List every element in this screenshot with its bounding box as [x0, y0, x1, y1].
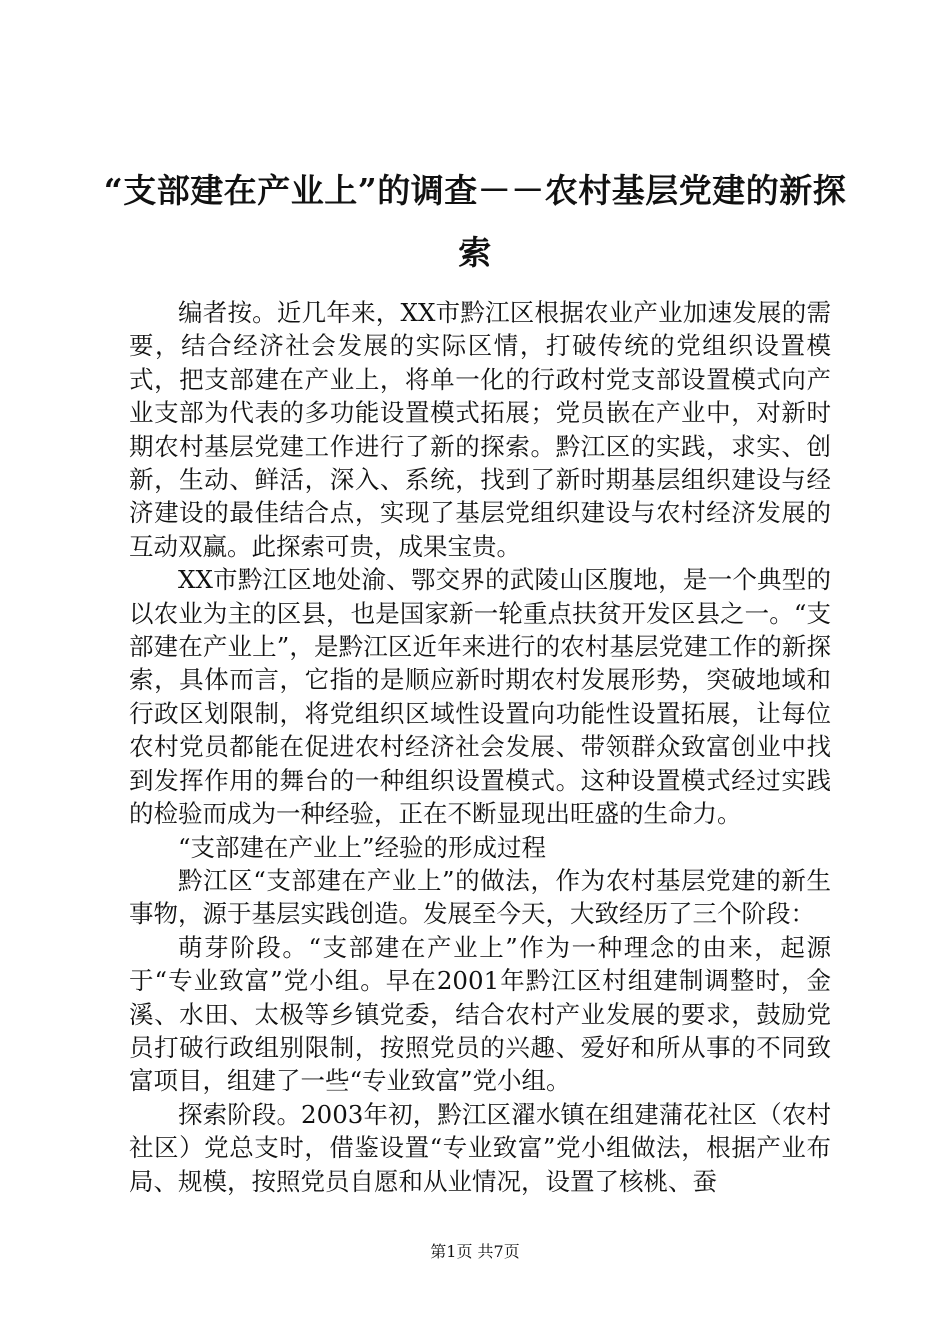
paragraph-origin: 黔江区“支部建在产业上”的做法，作为农村基层党建的新生事物，源于基层实践创造。发展至今天，大致经历了三个阶段： — [129, 865, 831, 929]
document-body — [129, 296, 831, 1198]
paragraph-overview: XX市黔江区地处渝、鄂交界的武陵山区腹地，是一个典型的以农业为主的区县，也是国家新一轮重点扶贫开发区县之一。“支部建在产业上”，是黔江区近年来进行的农村基层党建工作的新探索，具体而言，它指的是顺应新时期农村发展形势，突破地域和行政区划限制，将党组织区域性设置向功能性设置拓展，让每位农村党员都能在促进农村经济社会发展、带领群众致富创业中找到发挥作用的舞台的一种组织设置模式。这种设置模式经过实践的检验而成为一种经验，正在不断显现出旺盛的生命力。 — [129, 565, 831, 829]
paragraph-stage-sprout: 萌芽阶段。“支部建在产业上”作为一种理念的由来，起源于“专业致富”党小组。早在2001年黔江区村组建制调整时，金溪、水田、太极等乡镇党委，结合农村产业发展的要求，鼓励党员打破行政组别限制，按照党员的兴趣、爱好和所从事的不同致富项目，组建了一些“专业致富”党小组。 — [129, 932, 831, 1096]
document-title: “支部建在产业上”的调查－－农村基层党建的新探索 — [103, 171, 847, 272]
page-number-footer: 第1页 共7页 — [430, 1242, 520, 1261]
paragraph-editor-note: 编者按。近几年来，XX市黔江区根据农业产业加速发展的需要，结合经济社会发展的实际区情，打破传统的党组织设置模式，把支部建在产业上，将单一化的行政村党支部设置模式向产业支部为代表的多功能设置模式拓展；党员嵌在产业中，对新时期农村基层党建工作进行了新的探索。黔江区的实践，求实、创新，生动、鲜活，深入、系统，找到了新时期基层组织建设与经济建设的最佳结合点，实现了基层党组织建设与农村经济发展的互动双赢。此探索可贵，成果宝贵。 — [129, 298, 831, 561]
section-heading: “支部建在产业上”经验的形成过程 — [178, 832, 547, 862]
paragraph-stage-explore: 探索阶段。2003年初，黔江区濯水镇在组建蒲花社区（农村社区）党总支时，借鉴设置“专业致富”党小组做法，根据产业布局、规模，按照党员自愿和从业情况，设置了核桃、蚕 — [129, 1099, 831, 1196]
